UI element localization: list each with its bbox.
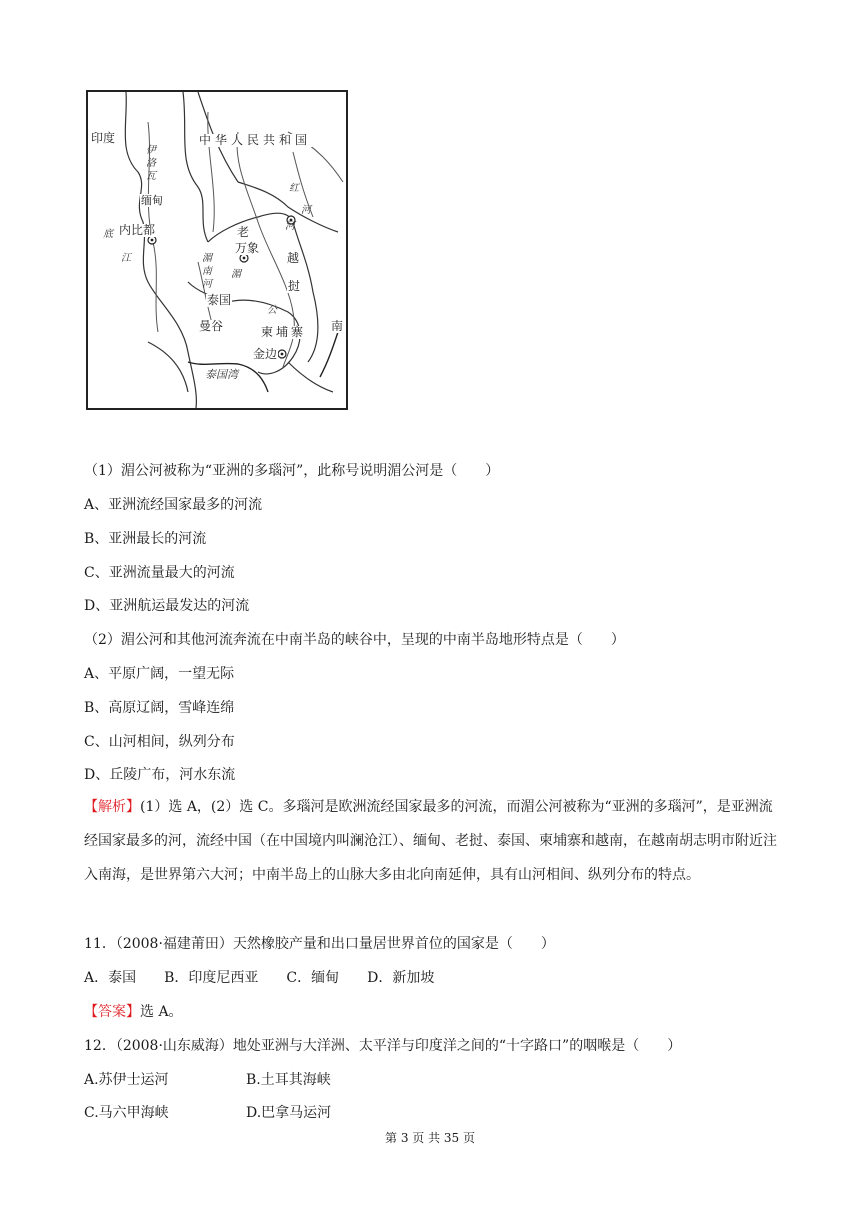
q12-option-b: B.土耳其海峡 [246,1072,331,1088]
map-label-chao-phraya: 湄南河 [202,253,212,290]
map-label-laos-b: 挝 [288,279,301,293]
map-label-irrawaddy-2: 底 [103,229,113,240]
map-label-red-river-2: 河 [301,205,311,216]
map-label-laos-a: 老 [237,225,250,239]
map-label-mekong-3: 河 [285,221,295,232]
map-label-india: 印度 [91,131,116,145]
map-label-mekong-1: 湄 [231,269,241,280]
analysis-text: (1）选 A，(2）选 C。多瑙河是欧洲流经国家最多的河流，而湄公河被称为“亚洲的多瑙河”，是亚洲流经国家最多的河，流经中国（在中国境内叫澜沧江）、缅甸、老挝、泰国、柬埔寨和越南，在越南胡志明市附近注入南海，是世界第六大河；中南半岛上的山脉大多由北向南延伸，具有山河相间、纵列分布的特点。 [84,799,777,883]
map-label-vientiane: 万象 [235,241,260,255]
q2-option-c: C、山河相间，纵列分布 [84,734,235,750]
map-label-phnompenh: 金边 [253,347,278,361]
map-label-vietnam-a: 越 [287,251,300,265]
map-label-mekong-2: 公 [267,305,277,316]
question-1-intro: （1）湄公河被称为“亚洲的多瑙河”，此称号说明湄公河是（ ） [84,463,500,479]
q1-option-b: B、亚洲最长的河流 [84,531,207,547]
map-label-naypyidaw: 内比都 [119,223,156,237]
question-12: 12．（2008·山东威海）地处亚洲与大洋洲、太平洋与印度洋之间的“十字路口”的咽喉是（ ） [84,1038,682,1054]
q1-option-d: D、亚洲航运最发达的河流 [84,598,250,614]
map-label-vietnam-b: 南 [331,319,344,333]
map-label-gulf: 泰国湾 [205,368,238,381]
q11-options: A．泰国 B．印度尼西亚 C．缅甸 D．新加坡 [84,970,435,986]
q12-option-a: A.苏伊士运河 [84,1072,169,1088]
q2-option-d: D、丘陵广布，河水东流 [84,767,236,783]
analysis-paragraph [84,790,784,892]
question-2-intro: （2）湄公河和其他河流奔流在中南半岛的峡谷中，呈现的中南半岛地形特点是（ ） [84,632,625,648]
q1-option-c: C、亚洲流量最大的河流 [84,565,235,581]
q12-option-c: C.马六甲海峡 [84,1105,169,1121]
map-label-thailand: 泰国 [207,293,232,307]
map-label-irrawaddy: 伊洛瓦 [146,145,156,182]
map-label-red-river: 红 [289,183,299,194]
map-label-bangkok: 曼谷 [199,319,224,333]
question-11: 11．（2008·福建莆田）天然橡胶产量和出口量居世界首位的国家是（ ） [84,936,555,952]
q2-option-b: B、高原辽阔，雪峰连绵 [84,700,235,716]
answer-text: 选 A。 [140,1004,183,1020]
map-label-irrawaddy-3: 江 [121,253,131,264]
q2-option-a: A、平原广阔，一望无际 [84,666,235,682]
map-label-myanmar: 缅甸 [141,194,163,207]
map-label-china: 中华人民共和国 [199,133,312,147]
q12-option-d: D.巴拿马运河 [246,1105,332,1121]
answer-line [84,1002,183,1022]
page-footer: 第 3 页 共 35 页 [385,1131,475,1145]
map-label-cambodia: 柬埔寨 [261,325,307,339]
answer-tag: 【答案】 [84,1004,140,1020]
map-figure [86,90,348,410]
q1-option-a: A、亚洲流经国家最多的河流 [84,497,263,513]
analysis-tag: 【解析】 [84,799,140,815]
